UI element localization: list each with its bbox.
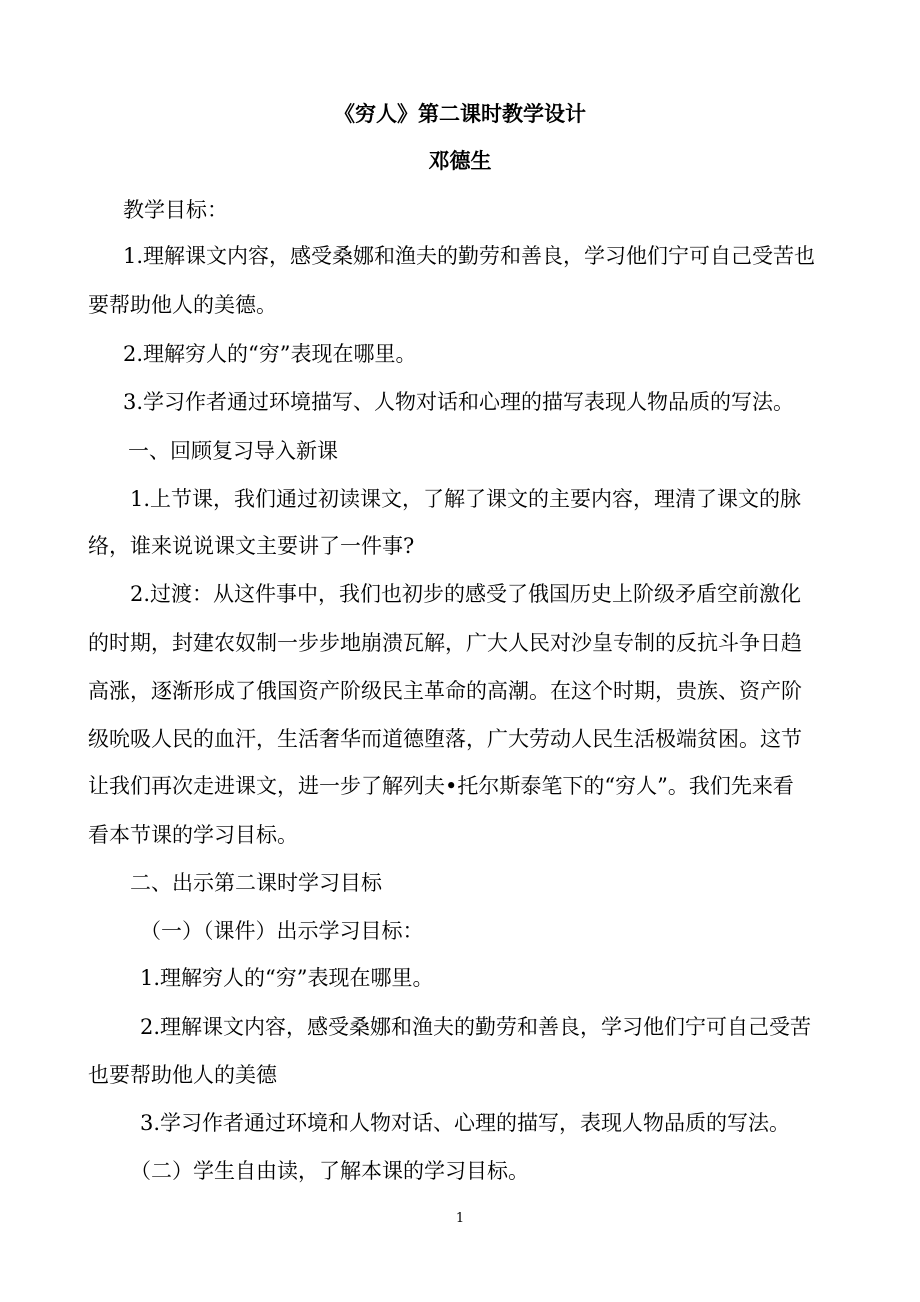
objective-3: 3.学习作者通过环境描写、人物对话和心理的描写表现人物品质的写法。 (123, 390, 795, 414)
section-2-item-3: 3.学习作者通过环境和人物对话、心理的描写，表现人物品质的写法。 (140, 1111, 791, 1135)
objective-1-line-1: 1.理解课文内容，感受桑娜和渔夫的勤劳和善良，学习他们宁可自己受苦也 (123, 244, 816, 268)
section-2-subheading-2: （二）学生自由读，了解本课的学习目标。 (130, 1159, 529, 1183)
section-1-heading: 一、回顾复习导入新课 (128, 439, 338, 463)
objective-2: 2.理解穷人的“穷”表现在哪里。 (123, 342, 417, 366)
section-1-paragraph-2-line-6: 看本节课的学习目标。 (88, 823, 298, 847)
section-2-item-1: 1.理解穷人的“穷”表现在哪里。 (140, 966, 434, 990)
section-2-heading: 二、出示第二课时学习目标 (130, 871, 382, 895)
section-1-paragraph-2-line-4: 级吮吸人民的血汗，生活奢华而道德堕落，广大劳动人民生活极端贫困。这节 (88, 727, 802, 751)
objectives-heading: 教学目标： (123, 198, 228, 222)
section-2-subheading-1: （一）（课件）出示学习目标： (140, 919, 424, 943)
objective-1-line-2: 要帮助他人的美德。 (88, 293, 277, 317)
section-2-item-2-line-2: 也要帮助他人的美德 (88, 1063, 277, 1087)
document-title: 《穷人》第二课时教学设计 (334, 102, 586, 126)
page-number: 1 (455, 1211, 465, 1226)
section-1-paragraph-2-line-3: 高涨，逐渐形成了俄国资产阶级民主革命的高潮。在这个时期，贵族、资产阶 (88, 679, 802, 703)
section-1-paragraph-1-line-2: 络，谁来说说课文主要讲了一件事? (88, 534, 415, 558)
section-2-item-2-line-1: 2.理解课文内容，感受桑娜和渔夫的勤劳和善良，学习他们宁可自己受苦 (140, 1015, 812, 1039)
section-1-paragraph-2-line-1: 2.过渡：从这件事中，我们也初步的感受了俄国历史上阶级矛盾空前激化 (130, 582, 802, 606)
document-author: 邓德生 (428, 149, 492, 173)
section-1-paragraph-1-line-1: 1.上节课，我们通过初读课文，了解了课文的主要内容，理清了课文的脉 (130, 487, 802, 511)
section-1-paragraph-2-line-2: 的时期，封建农奴制一步步地崩溃瓦解，广大人民对沙皇专制的反抗斗争日趋 (88, 631, 802, 655)
section-1-paragraph-2-line-5: 让我们再次走进课文，进一步了解列夫•托尔斯泰笔下的“穷人”。我们先来看 (88, 774, 794, 798)
